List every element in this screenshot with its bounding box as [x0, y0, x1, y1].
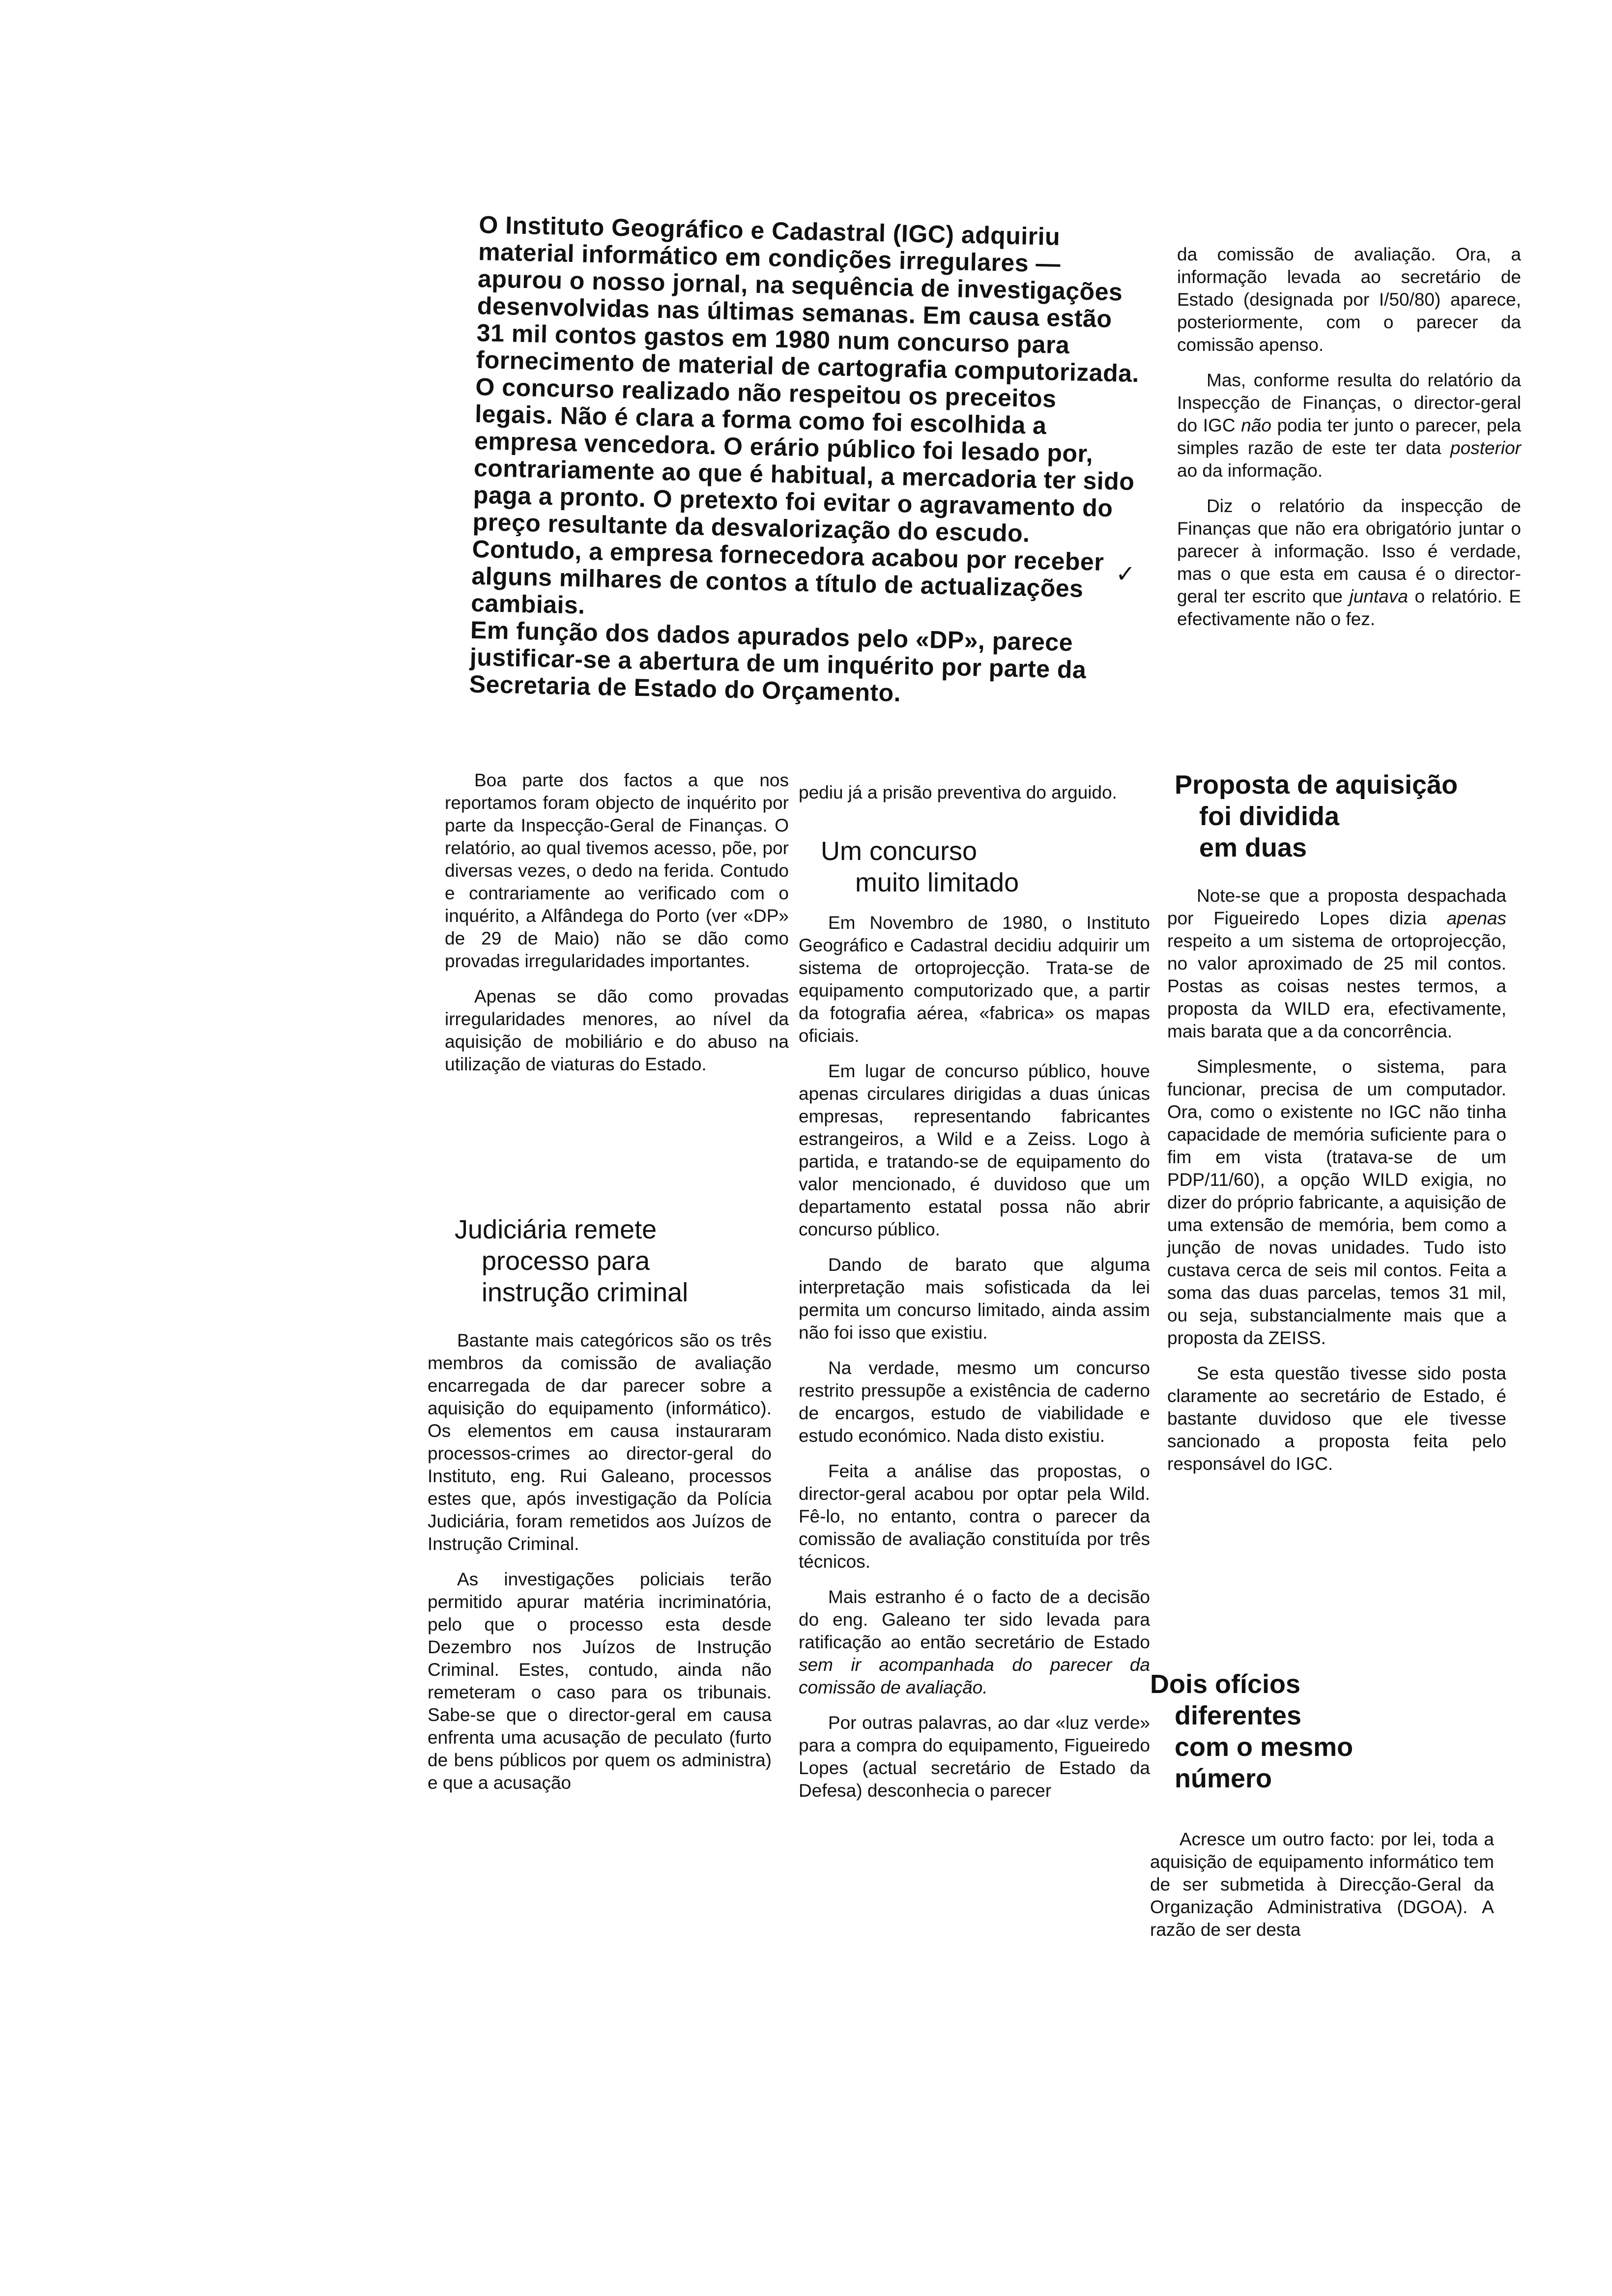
pen-mark: ✓: [1116, 561, 1136, 587]
paragraph: Diz o relatório da inspecção de Finanças que não era obrigatório juntar o parecer à informação. Isso é verdade, mas o que esta em causa é o director-geral ter escrito que juntava o relatório. E efectivamente não o fez.: [1177, 496, 1521, 629]
lead-text-1: O Instituto Geográfico e Cadastral (IGC) adquiriu material informático em condições irregulares — apurou o nosso jornal, na sequência de investigações desenvolvidas nas últimas semanas. Em causa estão 31 mil contos gastos em 1980 num concurso para fornecimento de material de cartografia computorizada. O concurso realizado não respeitou os preceitos legais. Não é clara a forma como foi escolhida a empresa vencedora. O erário público foi lesado por, contrariamente ao que é habitual, a mercadoria ter sido paga a pronto. O pretexto foi evitar o agravamento do preço resultante da desvalorização do escudo. Contudo, a empresa fornecedora acabou por receber alguns milhares de contos a título de actualizações cambiais.: [470, 211, 1140, 619]
column-right: [1167, 885, 1506, 1488]
paragraph: Na verdade, mesmo um concurso restrito pressupõe a existência de caderno de encargos, estudo de viabilidade e estudo económico. Nada disto existiu.: [799, 1358, 1150, 1446]
paragraph: Simplesmente, o sistema, para funcionar, precisa de um computador. Ora, como o existente no IGC não tinha capacidade de memória suficiente para o fim em vista (tratava-se de um PDP/11/60), a opção WILD exigia, no dizer do próprio fabricante, a aquisição de uma extensão de memória, bem como a junção de novas unidades. Tudo isto custava cerca de seis mil contos. Feita a soma das duas parcelas, temos 31 mil, ou seja, substancialmente mais que a proposta da ZEISS.: [1167, 1057, 1506, 1348]
paragraph: Bastante mais categóricos são os três membros da comissão de avaliação encarregada de dar parecer sobre a aquisição do equipamento (informático). Os elementos em causa instauraram processos-crimes ao director-geral do Instituto, eng. Rui Galeano, processos estes que, após investigação da Polícia Judiciária, foram remetidos aos Juízos de Instrução Criminal.: [428, 1330, 772, 1554]
paragraph: Note-se que a proposta despachada por Figueiredo Lopes dizia apenas respeito a um sistema de ortoprojecção, no valor aproximado de 25 mil contos. Postas as coisas nestes termos, a proposta da WILD era, efectivamente, mais barata que a da concorrência.: [1167, 886, 1506, 1041]
paragraph: Acresce um outro facto: por lei, toda a aquisição de equipamento informático tem de ser submetida à Direcção-Geral da Organização Administrativa (DGOA). A razão de ser desta: [1150, 1829, 1494, 1940]
paragraph: As investigações policiais terão permitido apurar matéria incriminatória, pelo que o processo esta desde Dezembro nos Juízos de Instrução Criminal. Estes, contudo, ainda não remeteram o caso para os tribunais. Sabe-se que o director-geral em causa enfrenta uma acusação de peculato (furto de bens públicos por quem os administra) e que a acusação: [428, 1569, 772, 1793]
paragraph: Em Novembro de 1980, o Instituto Geográfico e Cadastral decidiu adquirir um sistema de ortoprojecção. Trata-se de equipamento computorizado que, a partir da fotografia aérea, «fabrica» os mapas oficiais.: [799, 913, 1150, 1046]
paragraph: da comissão de avaliação. Ora, a informação levada ao secretário de Estado (designada por I/50/80) aparece, posteriormente, com o parecer da comissão apenso.: [1177, 244, 1521, 355]
column-left-lower: [428, 1329, 772, 1807]
column-middle: [799, 912, 1150, 1815]
paragraph: Feita a análise das propostas, o director-geral acabou por optar pela Wild. Fê-lo, no entanto, contra o parecer da comissão de avaliação constituída por três técnicos.: [799, 1461, 1150, 1572]
paragraph: Em lugar de concurso público, houve apenas circulares dirigidas a duas únicas empresas, representando fabricantes estrangeiros, a Wild e a Zeiss. Logo à partida, e tratando-se de equipamento do valor mencionado, é duvidoso que um departamento estatal possa não abrir concurso público.: [799, 1061, 1150, 1239]
column-left: [445, 769, 789, 1089]
paragraph: Se esta questão tivesse sido posta claramente ao secretário de Estado, é bastante duvidoso que ele tivesse sancionado a proposta feita pelo responsável do IGC.: [1167, 1363, 1506, 1474]
heading-concurso: Um concurso muito limitado: [821, 836, 1019, 897]
lead-paragraph: [469, 211, 1142, 712]
heading-oficios: Dois ofícios diferentes com o mesmo número: [1150, 1669, 1353, 1793]
paragraph: Boa parte dos factos a que nos reportamos foram objecto de inquérito por parte da Inspecção-Geral de Finanças. O relatório, ao qual tivemos acesso, põe, por diversas vezes, o dedo na ferida. Contudo e contrariamente ao verificado com o inquérito, a Alfândega do Porto (ver «DP» de 29 de Maio) não se dão como provadas irregularidades importantes.: [445, 770, 789, 971]
paragraph: Apenas se dão como provadas irregularidades menores, ao nível da aquisição de mobiliário e do abuso na utilização de viaturas do Estado.: [445, 986, 789, 1074]
paragraph: Dando de barato que alguma interpretação mais sofisticada da lei permita um concurso limitado, ainda assim não foi isso que existiu.: [799, 1255, 1150, 1343]
heading-proposta: Proposta de aquisição foi dividida em duas: [1175, 770, 1458, 862]
lead-text-2: Em função dos dados apurados pelo «DP», parece justificar-se a abertura de um inquérito por parte da Secretaria de Estado do Orçamento.: [469, 616, 1087, 707]
column-right-lower: [1150, 1828, 1494, 1954]
paragraph: Mas, conforme resulta do relatório da Inspecção de Finanças, o director-geral do IGC não podia ter junto o parecer, pela simples razão de este ter data posterior ao da informação.: [1177, 370, 1522, 481]
right-column-top: [1177, 243, 1521, 643]
paragraph: Por outras palavras, ao dar «luz verde» para a compra do equipamento, Figueiredo Lopes (actual secretário de Estado da Defesa) desconhecia o parecer: [799, 1713, 1150, 1801]
paragraph: pediu já a prisão preventiva do arguido.: [799, 782, 1117, 803]
column-middle-top: [799, 781, 1150, 817]
paragraph: Mais estranho é o facto de a decisão do eng. Galeano ter sido levada para ratificação ao então secretário de Estado sem ir acompanhada do parecer da comissão de avaliação.: [799, 1587, 1150, 1697]
heading-judiciaria: Judiciária remete processo para instrução criminal: [455, 1215, 689, 1307]
